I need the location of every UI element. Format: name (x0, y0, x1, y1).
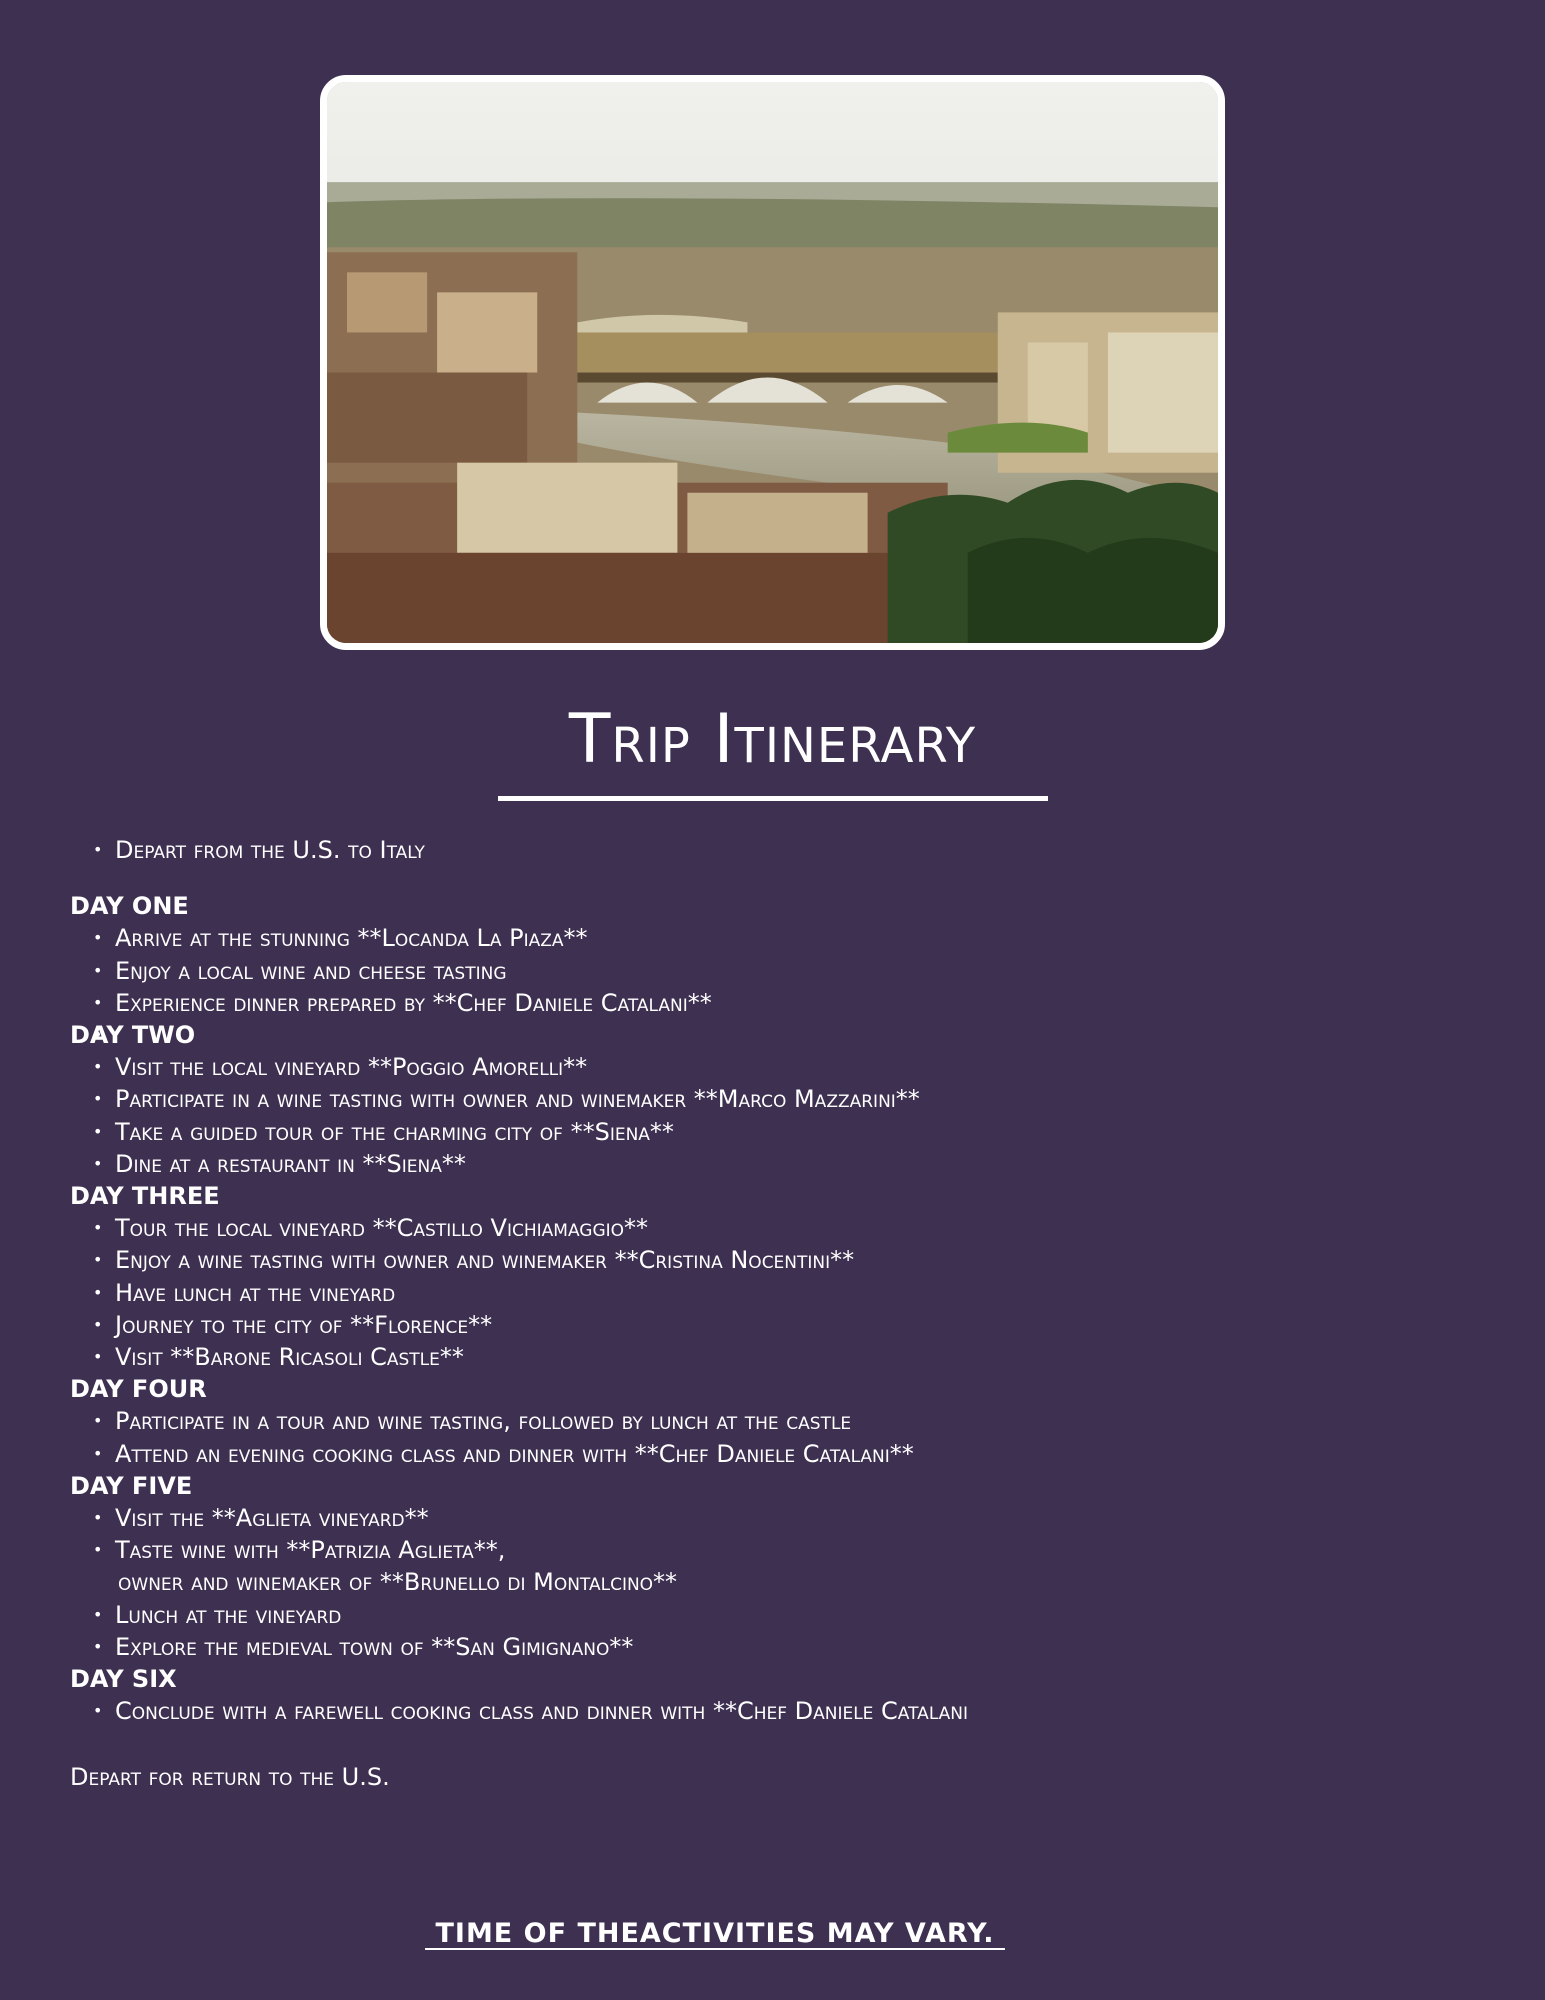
hero-photo-frame (320, 75, 1225, 650)
day-one-heading: DAY ONE (70, 892, 189, 921)
closing-line: Depart for return to the U.S. (70, 1763, 390, 1792)
list-item: • Journey to the city of **Florence** (115, 1309, 1490, 1341)
day-three-list (70, 1212, 1490, 1373)
day-six-heading: DAY SIX (70, 1665, 177, 1694)
title-underline (498, 796, 1048, 801)
day-four-heading: DAY FOUR (70, 1375, 207, 1404)
list-item: • Tour the local vineyard **Castillo Vichiamaggio** (115, 1212, 1490, 1244)
list-item: • Dine at a restaurant in **Siena** (115, 1148, 1490, 1180)
day-two-list (70, 1051, 1490, 1180)
list-item-continuation: owner and winemaker of **Brunello di Montalcino** (118, 1568, 678, 1597)
florence-panorama-photo (327, 82, 1218, 643)
list-item: • Arrive at the stunning **Locanda La Piaza** (115, 922, 1490, 954)
list-item: • Visit **Barone Ricasoli Castle** (115, 1341, 1490, 1373)
day-one-list (70, 922, 1490, 1019)
list-item: • Conclude with a farewell cooking class and dinner with **Chef Daniele Catalani (115, 1695, 1490, 1727)
list-item: • Depart from the U.S. to Italy (115, 834, 1490, 866)
list-item: • Participate in a tour and wine tasting, followed by lunch at the castle (115, 1405, 1490, 1437)
list-item: • Enjoy a local wine and cheese tasting (115, 955, 1490, 987)
itinerary-body (70, 830, 1490, 1793)
footer-note: TIME OF THEACTIVITIES MAY VARY. (425, 1918, 1005, 1949)
list-item: • Explore the medieval town of **San Gimignano** (115, 1631, 1490, 1663)
day-five-heading: DAY FIVE (70, 1471, 193, 1500)
list-item (115, 1534, 1490, 1598)
list-item: • Visit the local vineyard **Poggio Amorelli** (115, 1051, 1490, 1083)
page-title: Trip Itinerary (568, 700, 977, 779)
list-item: • Lunch at the vineyard (115, 1599, 1490, 1631)
list-item: • Enjoy a wine tasting with owner and winemaker **Cristina Nocentini** (115, 1244, 1490, 1276)
list-item: • Have lunch at the vineyard (115, 1277, 1490, 1309)
day-two-heading: DAY TWO (70, 1021, 196, 1050)
day-three-heading: DAY THREE (70, 1182, 220, 1211)
day-five-list (70, 1502, 1490, 1663)
intro-list (70, 834, 1490, 866)
list-item: • Visit the **Aglieta vineyard** (115, 1502, 1490, 1534)
day-six-list (70, 1695, 1490, 1727)
list-item: • Attend an evening cooking class and dinner with **Chef Daniele Catalani** (115, 1438, 1490, 1470)
list-item: • Experience dinner prepared by **Chef Daniele Catalani** (115, 987, 1490, 1019)
list-item: • Participate in a wine tasting with owner and winemaker **Marco Mazzarini** (115, 1083, 1490, 1115)
day-four-list (70, 1405, 1490, 1469)
list-item: • Take a guided tour of the charming city of **Siena** (115, 1116, 1490, 1148)
list-item-text: Taste wine with **Patrizia Aglieta**, (115, 1536, 506, 1565)
